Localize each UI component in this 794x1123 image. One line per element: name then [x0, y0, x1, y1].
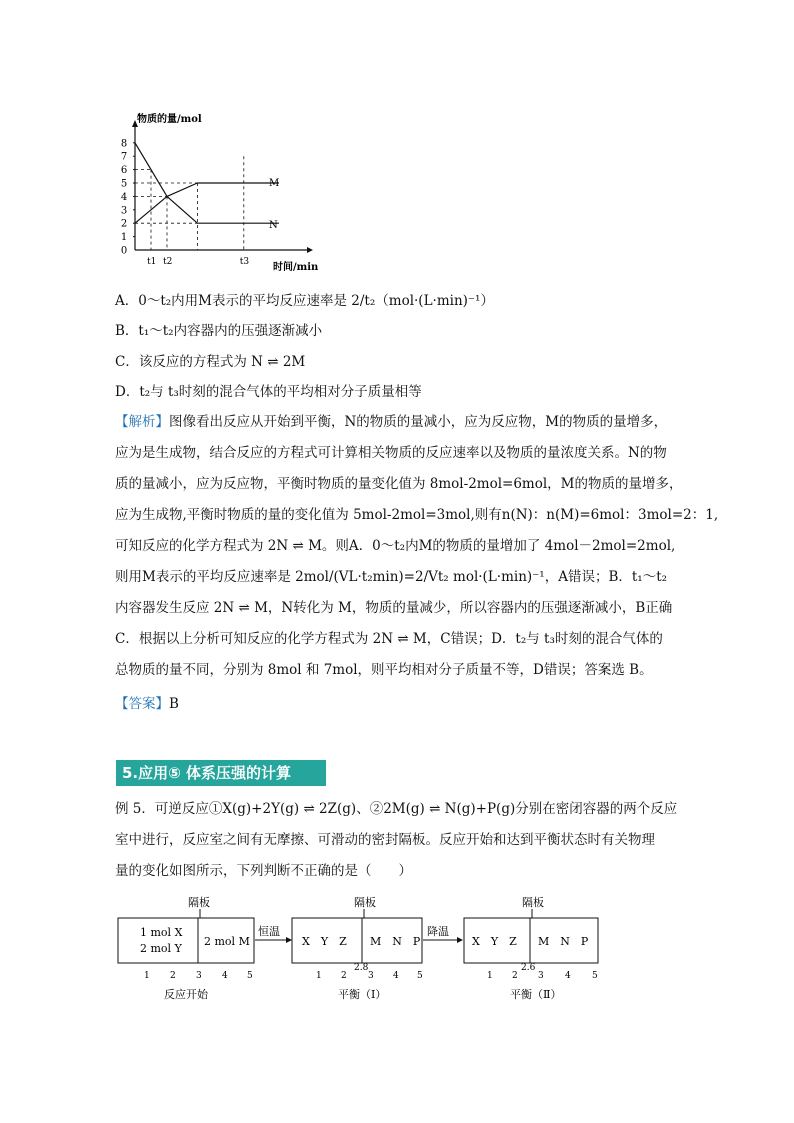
analysis-line-1: [115, 412, 667, 432]
section-header: 5.应用⑤ 体系压强的计算: [116, 760, 326, 786]
chart-xtick-t3: t3: [239, 257, 250, 267]
eq2-left: X Y Z: [472, 935, 517, 948]
arrow-1-label: 恒温: [258, 925, 280, 938]
chart-ytick-6: 6: [120, 165, 128, 177]
scale-start-4: 4: [222, 971, 228, 981]
analysis-line-7: 内容器发生反应 2N ⇌ M，N转化为 M，物质的量减少，所以容器内的压强逐渐减小，B正确: [115, 600, 673, 616]
analysis-line-6: 则用M表示的平均反应速率是 2mol/(VL·t₂min)=2/Vt₂ mol·(L·min)⁻¹，A错误；B．t₁～t₂: [115, 569, 668, 585]
arrow-2-label: 降温: [427, 925, 449, 938]
scale-eq1-5: 5: [417, 971, 423, 981]
scale-eq1-1: 1: [316, 971, 322, 981]
example-line-1: 例 5．可逆反应①X(g)+2Y(g) ⇌ 2Z(g)、②2M(g) ⇌ N(g)+P(g)分别在密闭容器的两个反应: [115, 801, 678, 817]
chart-series-M: [135, 183, 279, 223]
analysis-line-3: 质的量减小，应为反应物，平衡时物质的量变化值为 8mol-2mol=6mol，M的物质的量增多，: [115, 476, 683, 492]
eq1-mark: 2.8: [354, 963, 369, 973]
scale-eq1-2: 2: [341, 971, 347, 981]
analysis-tag: 【解析】: [115, 414, 169, 430]
answer-line: [115, 694, 179, 714]
chart-ytick-8: 8: [120, 138, 128, 150]
answer-value: B: [169, 696, 179, 712]
chart-xlabel: 时间/min: [273, 262, 319, 273]
scale-start-5: 5: [247, 971, 253, 981]
scale-eq2-1: 1: [487, 971, 493, 981]
chart-xtick-t2: t2: [163, 257, 173, 267]
analysis-line-5: 可知反应的化学方程式为 2N ⇌ M。则A．0～t₂内M的物质的量增加了 4mol－2mol=2mol,: [115, 538, 676, 554]
scale-eq2-3: 3: [538, 971, 544, 981]
caption-start: 反应开始: [164, 988, 208, 1001]
option-c: C．该反应的方程式为 N ⇌ 2M: [115, 354, 306, 370]
partition-label-start: 隔板: [188, 896, 210, 909]
caption-eq1: 平衡（Ⅰ）: [338, 988, 387, 1001]
equilibrium-1-state: [292, 895, 423, 1001]
chart-series-label-n: N: [269, 220, 278, 231]
scale-eq2-2: 2: [512, 971, 518, 981]
x-axis-arrow: [307, 247, 313, 253]
scale-eq2-5: 5: [592, 971, 598, 981]
arrow-2-head: [457, 937, 463, 943]
chart-ytick-3: 3: [120, 205, 128, 217]
chart-ytick-4: 4: [120, 191, 128, 203]
example-line-3: 量的变化如图所示，下列判断不正确的是（ ）: [115, 863, 412, 879]
chart-ytick-5: 5: [120, 178, 128, 190]
scale-eq1-3: 3: [368, 971, 374, 981]
scale-eq1-4: 4: [393, 971, 399, 981]
scale-eq2-4: 4: [565, 971, 571, 981]
eq1-right: M N P: [370, 935, 421, 948]
reaction-chamber-diagram: [110, 890, 610, 1005]
analysis-line-8: C．根据以上分析可知反应的化学方程式为 2N ⇌ M，C错误；D．t₂与 t₃时刻的混合气体的: [115, 631, 663, 647]
start-state: [118, 895, 254, 1001]
amount-time-chart: [115, 110, 325, 275]
chart-ylabel: 物质的量/mol: [137, 114, 202, 125]
arrow-1-head: [286, 937, 292, 943]
option-b: B．t₁～t₂内容器内的压强逐渐减小: [115, 323, 323, 339]
chart-ytick-0: 0: [120, 245, 128, 257]
scale-start-2: 2: [170, 971, 176, 981]
start-left-1: 1 mol X: [140, 926, 183, 939]
chart-series-label-m: M: [269, 178, 280, 189]
partition-label-eq1: 隔板: [354, 896, 376, 909]
start-right: 2 mol M: [204, 935, 250, 948]
option-d: D．t₂与 t₃时刻的混合气体的平均相对分子质量相等: [115, 384, 422, 400]
eq2-mark: 2.6: [521, 963, 536, 973]
chart-ytick-1: 1: [120, 232, 128, 244]
chart-xtick-t1: t1: [147, 257, 157, 267]
scale-start-1: 1: [144, 971, 150, 981]
partition-label-eq2: 隔板: [522, 896, 544, 909]
option-a: A．0～t₂内用M表示的平均反应速率是 2/t₂（mol·(L·min)⁻¹）: [115, 293, 494, 309]
answer-tag: 【答案】: [115, 696, 169, 712]
eq1-left: X Y Z: [302, 935, 347, 948]
analysis-line-2: 应为是生成物，结合反应的方程式可计算相关物质的反应速率以及物质的量浓度关系。N的物: [115, 445, 667, 461]
eq2-right: M N P: [538, 935, 589, 948]
scale-start-3: 3: [196, 971, 202, 981]
analysis-text-1: 图像看出反应从开始到平衡，N的物质的量减小，应为反应物，M的物质的量增多，: [169, 414, 668, 430]
analysis-line-4: 应为生成物,平衡时物质的量的变化值为 5mol-2mol=3mol,则有n(N)：n(M)=6mol：3mol=2：1,: [115, 507, 719, 523]
start-left-2: 2 mol Y: [140, 942, 182, 955]
example-line-2: 室中进行，反应室之间有无摩擦、可滑动的密封隔板。反应开始和达到平衡状态时有关物理: [115, 832, 655, 848]
chart-ytick-7: 7: [120, 151, 128, 163]
equilibrium-2-state: [464, 895, 598, 1001]
chart-ytick-2: 2: [120, 218, 128, 230]
analysis-line-9: 总物质的量不同，分别为 8mol 和 7mol，则平均相对分子质量不等，D错误；答案选 B。: [115, 662, 653, 678]
caption-eq2: 平衡（Ⅱ）: [510, 988, 562, 1001]
